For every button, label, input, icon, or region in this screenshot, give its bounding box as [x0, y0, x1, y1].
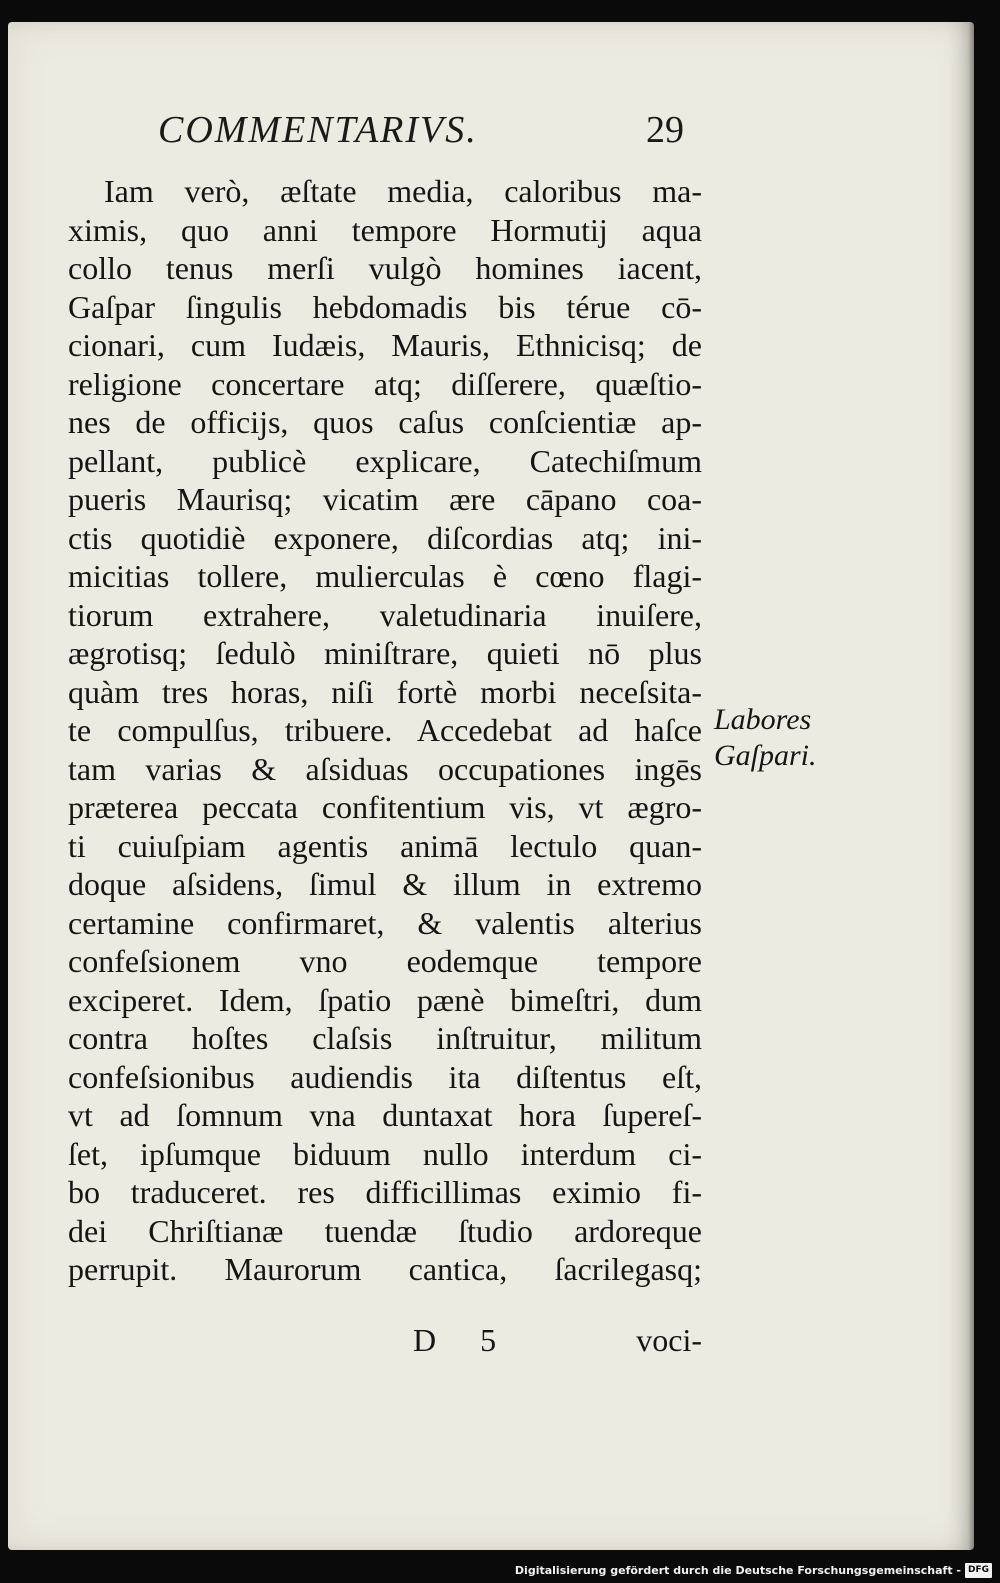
text-line: Gaſpar ſingulis hebdomadis bis térue cō- [68, 288, 702, 325]
text-line: dei Chriſtianæ tuendæ ſtudio ardoreque [68, 1212, 702, 1249]
text-line: tiorum extrahere, valetudinaria inuiſere, [68, 596, 702, 633]
text-line: religione concertare atq; diſſerere, quæſtio- [68, 365, 702, 402]
catchword: voci- [636, 1322, 702, 1358]
text-line: vt ad ſomnum vna duntaxat hora ſupereſ- [68, 1097, 702, 1133]
page-edge-shadow [968, 22, 974, 1550]
text-line: doque aſsidens, ſimul & illum in extremo [68, 866, 702, 902]
text-line: nes de officijs, quos caſus conſcientiæ ap- [68, 404, 702, 440]
text-line: cionari, cum Iudæis, Mauris, Ethnicisq; de [68, 327, 702, 363]
text-line: quàm tres horas, niſi fortè morbi neceſsita- [68, 673, 702, 710]
running-head: COMMENTARIVS. [158, 109, 478, 151]
page-number: 29 [646, 109, 684, 151]
text-line: ægrotisq; ſedulò miniſtrare, quieti nō plus [68, 635, 702, 671]
text-line: ti cuiuſpiam agentis animā lectulo quan- [68, 827, 702, 864]
text-line: ſet, ipſumque biduum nullo interdum ci- [68, 1135, 702, 1172]
text-line: contra hoſtes claſsis inſtruitur, militum [68, 1020, 702, 1056]
margin-note-line: Labores [714, 703, 812, 736]
text-line: certamine confirmaret, & valentis alterius [68, 904, 702, 941]
credit-text: Digitalisierung gefördert durch die Deutsche Forschungsgemeinschaft - [514, 1563, 961, 1577]
digitization-credit [515, 1559, 992, 1581]
text-line: præterea peccata confitentium vis, vt ægro- [68, 789, 702, 825]
text-line: ximis, quo anni tempore Hormutij aqua [68, 211, 702, 248]
text-line: confeſsionem vno eodemque tempore [68, 943, 702, 979]
text-line: pellant, publicè explicare, Catechiſmum [68, 442, 702, 479]
signature-mark: D 5 [413, 1322, 515, 1358]
body-text [68, 172, 702, 1289]
text-line: micitias tollere, mulierculas è cœno flagi- [68, 558, 702, 594]
page-header [154, 100, 684, 164]
text-line: pueris Maurisq; vicatim ære cāpano coa- [68, 481, 702, 517]
text-line: tam varias & aſsiduas occupationes ingēs [68, 750, 702, 787]
text-line: Iam verò, æſtate media, caloribus ma- [104, 173, 702, 209]
text-line: ctis quotidiè exponere, diſcordias atq; ini- [68, 519, 702, 556]
text-line: te compulſus, tribuere. Accedebat ad haſce [68, 712, 702, 748]
margin-note-line: Gaſpari. [714, 739, 817, 772]
dfg-logo: DFG [965, 1563, 992, 1578]
text-line: exciperet. Idem, ſpatio pænè bimeſtri, dum [68, 981, 702, 1018]
text-line: confeſsionibus audiendis ita diſtentus eſt, [68, 1058, 702, 1095]
book-page [8, 22, 974, 1550]
text-line: bo traduceret. res difficillimas eximio fi- [68, 1174, 702, 1210]
text-line: collo tenus merſi vulgò homines iacent, [68, 250, 702, 286]
text-line: perrupit. Maurorum cantica, ſacrilegasq; [68, 1251, 702, 1287]
margin-note [714, 702, 844, 774]
page-footer [68, 1316, 702, 1364]
